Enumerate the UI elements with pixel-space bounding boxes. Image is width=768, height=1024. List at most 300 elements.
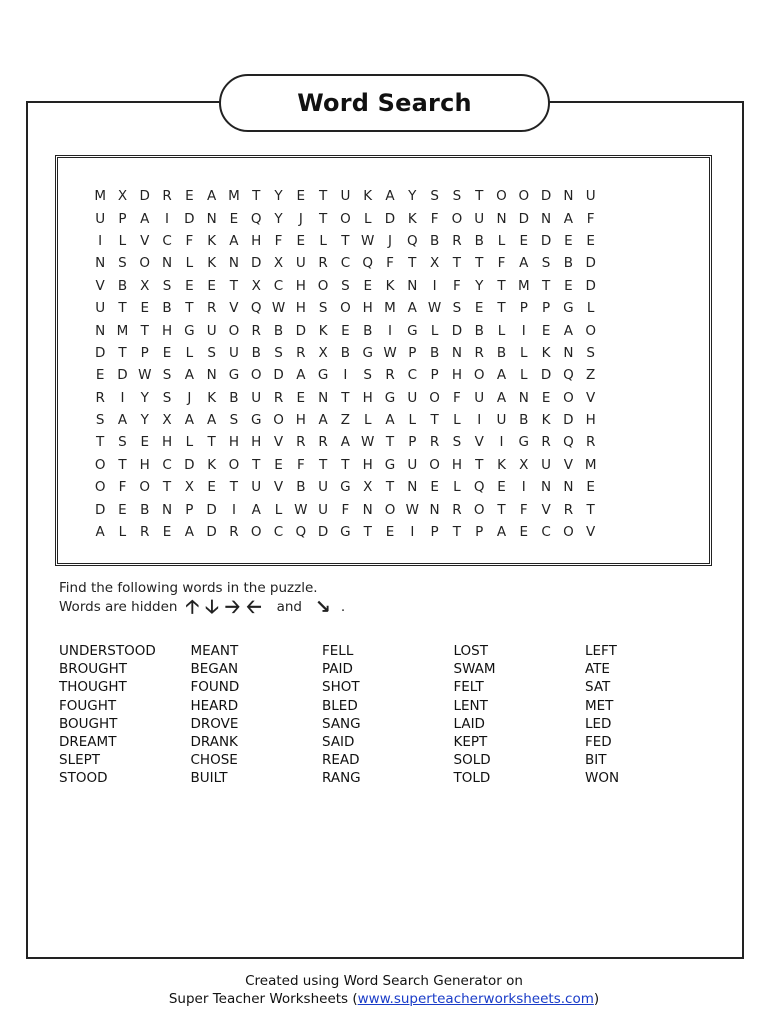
grid-letter: F <box>453 277 461 294</box>
grid-letter: T <box>207 434 216 451</box>
grid-letter: Y <box>140 389 149 406</box>
grid-letter: Z <box>340 412 351 429</box>
word-item: HEARD <box>190 697 239 714</box>
word-item: MET <box>585 697 614 714</box>
grid-letter: Y <box>475 277 484 294</box>
grid-letter: E <box>519 524 529 541</box>
grid-letter: T <box>229 277 239 294</box>
word-item: FOUGHT <box>59 697 117 714</box>
grid-letter: O <box>250 524 262 541</box>
arrow-up-icon: 🡡 <box>185 596 200 618</box>
grid-letter: D <box>94 501 106 518</box>
grid-letter: D <box>139 188 150 205</box>
grid-letter: T <box>452 255 462 272</box>
grid-letter: L <box>430 322 439 339</box>
grid-letter: E <box>140 434 149 451</box>
grid-letter: P <box>408 434 417 451</box>
grid-letter: C <box>162 456 172 473</box>
grid-letter: E <box>586 479 595 496</box>
instruction-hidden-label: Words are hidden <box>59 599 178 615</box>
grid-letter: U <box>95 210 106 227</box>
grid-letter: W <box>405 501 419 518</box>
grid-letter: T <box>497 277 506 294</box>
grid-letter: T <box>586 501 595 518</box>
grid-letter: E <box>207 479 216 496</box>
word-item: FED <box>585 733 612 750</box>
grid-letter: V <box>586 389 596 406</box>
and-label: and <box>276 599 302 615</box>
grid-letter: Q <box>362 255 374 272</box>
grid-letter: S <box>586 344 595 361</box>
grid-row <box>89 387 602 409</box>
grid-letter: S <box>452 188 462 205</box>
grid-letter: N <box>95 322 106 339</box>
grid-letter: R <box>452 232 462 249</box>
grid-letter: V <box>563 456 573 473</box>
grid-letter: E <box>229 210 239 227</box>
word-item: UNDERSTOOD <box>59 643 156 659</box>
grid-letter: T <box>341 456 350 473</box>
grid-letter: D <box>117 367 128 384</box>
grid-letter: E <box>296 232 306 249</box>
grid-letter: V <box>586 524 596 541</box>
grid-row <box>89 476 602 498</box>
grid-letter: T <box>96 434 105 451</box>
arrow-diagonal-down-right-icon: ↘ <box>315 596 331 618</box>
grid-letter: T <box>318 188 328 205</box>
grid-letter: O <box>473 501 485 518</box>
grid-letter: E <box>162 524 172 541</box>
word-item: STOOD <box>59 770 108 787</box>
grid-letter: G <box>384 389 396 406</box>
grid-row <box>89 230 602 252</box>
grid-letter: A <box>407 300 417 317</box>
grid-letter: B <box>229 389 239 406</box>
grid-letter: D <box>563 412 574 429</box>
grid-letter: T <box>497 300 506 317</box>
grid-letter: N <box>541 210 552 227</box>
grid-letter: T <box>118 456 127 473</box>
grid-letter: O <box>384 501 396 518</box>
grid-letter: A <box>251 501 261 518</box>
grid-letter: T <box>363 524 372 541</box>
grid-letter: H <box>251 232 262 249</box>
grid-letter: W <box>271 300 286 317</box>
grid-letter: G <box>384 456 396 473</box>
word-item: READ <box>322 752 360 769</box>
word-item: BUILT <box>190 770 228 787</box>
grid-row <box>89 342 602 364</box>
grid-letter: A <box>207 188 217 205</box>
grid-letter: T <box>118 344 127 361</box>
grid-letter: P <box>408 344 417 361</box>
footer-link[interactable]: www.superteacherworksheets.com <box>357 991 594 1007</box>
grid-letter: E <box>296 188 306 205</box>
word-item: BROUGHT <box>59 661 128 678</box>
grid-letter: Y <box>274 188 283 205</box>
grid-letter: P <box>430 367 439 384</box>
puzzle-box <box>55 155 712 566</box>
grid-letter: R <box>563 501 574 518</box>
grid-letter: E <box>118 501 127 518</box>
grid-letter: V <box>229 300 239 317</box>
grid-letter: E <box>497 479 506 496</box>
grid-letter: K <box>207 456 217 473</box>
grid-letter: X <box>273 255 284 272</box>
grid-letter: I <box>432 277 437 294</box>
grid-letter: N <box>318 389 329 406</box>
grid-letter: A <box>519 255 529 272</box>
word-item: SLEPT <box>59 752 101 769</box>
grid-letter: J <box>298 210 303 227</box>
grid-letter: T <box>229 479 239 496</box>
grid-letter: O <box>317 277 329 294</box>
grid-letter: K <box>541 412 551 429</box>
grid-letter: B <box>363 322 373 339</box>
arrow-down-icon: 🡣 <box>205 596 219 618</box>
instruction-line-2 <box>59 598 345 617</box>
grid-letter: B <box>519 412 529 429</box>
grid-letter: T <box>318 210 328 227</box>
grid-letter: I <box>388 322 392 339</box>
grid-letter: A <box>340 434 351 451</box>
grid-letter: A <box>496 524 507 541</box>
grid-letter: C <box>340 255 351 272</box>
word-column <box>322 642 454 788</box>
grid-letter: A <box>117 412 128 429</box>
grid-letter: G <box>518 434 530 451</box>
grid-letter: L <box>520 367 528 384</box>
grid-letter: K <box>363 188 373 205</box>
grid-letter: S <box>162 277 172 294</box>
grid-row <box>89 275 602 297</box>
grid-letter: F <box>341 501 350 518</box>
grid-letter: I <box>231 501 236 518</box>
grid-letter: U <box>585 188 596 205</box>
grid-letter: T <box>475 188 484 205</box>
grid-letter: O <box>473 367 485 384</box>
word-item: KEPT <box>453 733 488 750</box>
grid-letter: T <box>140 322 149 339</box>
grid-letter: S <box>229 412 239 429</box>
grid-letter: D <box>585 277 596 294</box>
page-title: Word Search <box>297 89 472 117</box>
grid-letter: H <box>451 367 462 384</box>
grid-letter: X <box>318 344 328 361</box>
grid-letter: N <box>161 255 173 272</box>
grid-letter: O <box>451 210 463 227</box>
grid-letter: F <box>497 255 506 272</box>
word-item: FELT <box>453 679 484 696</box>
grid-letter: E <box>162 344 172 361</box>
grid-letter: D <box>384 210 396 227</box>
grid-letter: W <box>294 501 308 518</box>
grid-letter: Q <box>250 210 262 227</box>
footer-prefix: Super Teacher Worksheets ( <box>168 991 358 1007</box>
grid-letter: Q <box>250 300 262 317</box>
grid-letter: O <box>94 479 106 496</box>
grid-letter: O <box>585 322 596 339</box>
word-item: ATE <box>585 661 610 678</box>
word-item: RANG <box>322 770 361 787</box>
word-item: PAID <box>322 661 353 678</box>
grid-letter: L <box>185 344 194 361</box>
grid-letter: O <box>250 367 262 384</box>
grid-letter: O <box>228 456 240 473</box>
grid-letter: P <box>475 524 484 541</box>
grid-letter: K <box>318 322 328 339</box>
word-item: BIT <box>585 752 607 769</box>
grid-letter: C <box>273 277 284 294</box>
grid-letter: A <box>563 322 573 339</box>
grid-letter: H <box>451 456 462 473</box>
grid-row <box>89 319 602 341</box>
grid-row <box>89 252 602 274</box>
grid-letter: H <box>251 434 262 451</box>
grid-letter: E <box>541 322 551 339</box>
period-label: . <box>340 599 346 615</box>
grid-letter: R <box>318 255 328 272</box>
grid-letter: B <box>496 344 507 361</box>
grid-letter: N <box>563 344 574 361</box>
grid-letter: P <box>118 210 127 227</box>
grid-letter: R <box>296 344 306 361</box>
grid-letter: B <box>296 479 306 496</box>
grid-letter: O <box>429 389 440 406</box>
grid-letter: A <box>318 412 328 429</box>
grid-letter: E <box>140 300 149 317</box>
grid-letter: T <box>252 188 261 205</box>
grid-letter: L <box>586 300 595 317</box>
grid-letter: O <box>496 188 507 205</box>
grid-letter: T <box>541 277 551 294</box>
grid-letter: X <box>251 277 261 294</box>
grid-letter: T <box>497 501 506 518</box>
grid-letter: T <box>118 300 127 317</box>
grid-letter: L <box>363 412 372 429</box>
grid-letter: N <box>451 344 462 361</box>
grid-letter: B <box>117 277 128 294</box>
grid-letter: M <box>384 300 396 317</box>
grid-letter: I <box>120 389 125 406</box>
grid-letter: L <box>497 232 506 249</box>
grid-letter: S <box>274 344 283 361</box>
grid-letter: Z <box>586 367 596 384</box>
grid-letter: U <box>95 300 106 317</box>
grid-letter: A <box>184 412 194 429</box>
grid-letter: P <box>430 524 439 541</box>
grid-letter: L <box>520 344 528 361</box>
grid-letter: I <box>165 210 170 227</box>
grid-letter: R <box>474 344 484 361</box>
grid-letter: H <box>228 434 239 451</box>
word-item: WON <box>585 770 620 787</box>
word-item: FELL <box>322 643 354 659</box>
grid-letter: N <box>407 479 418 496</box>
grid-letter: N <box>228 255 239 272</box>
grid-letter: S <box>162 367 172 384</box>
word-column <box>191 642 323 788</box>
word-item: SANG <box>322 715 361 732</box>
grid-letter: W <box>427 300 442 317</box>
grid-letter: T <box>185 300 194 317</box>
grid-letter: C <box>162 232 172 249</box>
word-item: LOST <box>453 643 488 659</box>
grid-letter: E <box>185 188 194 205</box>
grid-letter: I <box>521 479 526 496</box>
grid-letter: U <box>206 322 217 339</box>
grid-letter: T <box>475 456 484 473</box>
grid-letter: K <box>207 232 217 249</box>
grid-letter: N <box>362 501 373 518</box>
grid-letter: R <box>251 322 261 339</box>
grid-letter: U <box>318 479 329 496</box>
grid-letter: U <box>318 501 329 518</box>
grid-letter: N <box>541 479 552 496</box>
grid-letter: U <box>496 412 507 429</box>
grid-letter: N <box>161 501 173 518</box>
grid-letter: B <box>273 322 284 339</box>
grid-letter: V <box>541 501 551 518</box>
grid-letter: E <box>564 232 573 249</box>
title-banner <box>219 74 550 132</box>
grid-letter: X <box>429 255 440 272</box>
grid-letter: N <box>429 501 440 518</box>
grid-letter: R <box>541 434 551 451</box>
grid-letter: R <box>452 501 462 518</box>
grid-letter: B <box>340 344 351 361</box>
grid-letter: S <box>541 255 551 272</box>
grid-letter: K <box>541 344 551 361</box>
grid-letter: Q <box>563 367 574 384</box>
footer-line-2 <box>0 990 768 1008</box>
grid-letter: J <box>388 232 392 249</box>
word-item: BEGAN <box>190 661 239 678</box>
grid-letter: K <box>497 456 506 473</box>
grid-letter: X <box>117 188 128 205</box>
grid-letter: R <box>229 524 239 541</box>
grid-row <box>89 498 602 520</box>
grid-letter: X <box>140 277 150 294</box>
grid-letter: L <box>319 232 327 249</box>
grid-letter: L <box>453 479 461 496</box>
word-item: SOLD <box>453 752 491 769</box>
grid-letter: U <box>474 210 485 227</box>
grid-letter: C <box>407 367 418 384</box>
grid-letter: A <box>385 412 395 429</box>
grid-letter: R <box>140 524 150 541</box>
grid-letter: B <box>140 501 150 518</box>
grid-row <box>89 185 602 207</box>
grid-letter: A <box>496 389 507 406</box>
grid-letter: I <box>343 367 348 384</box>
grid-letter: U <box>251 389 262 406</box>
grid-row <box>89 454 602 476</box>
grid-letter: F <box>430 210 439 227</box>
grid-letter: P <box>542 300 551 317</box>
grid-letter: Y <box>140 412 149 429</box>
grid-letter: H <box>362 389 373 406</box>
grid-letter: T <box>475 255 484 272</box>
grid-letter: L <box>497 322 506 339</box>
grid-letter: K <box>207 389 217 406</box>
grid-letter: W <box>361 434 375 451</box>
grid-letter: Q <box>563 434 574 451</box>
arrow-left-icon: 🡠 <box>246 596 262 618</box>
grid-letter: O <box>429 456 440 473</box>
grid-letter: H <box>139 456 150 473</box>
letter-grid <box>89 185 602 543</box>
grid-letter: S <box>162 389 172 406</box>
grid-letter: L <box>274 501 283 518</box>
grid-letter: O <box>94 456 106 473</box>
grid-row <box>89 207 602 229</box>
grid-letter: L <box>453 412 461 429</box>
grid-letter: U <box>407 389 418 406</box>
grid-letter: C <box>541 524 551 541</box>
grid-letter: K <box>385 277 395 294</box>
grid-letter: O <box>139 255 151 272</box>
grid-letter: D <box>206 524 217 541</box>
grid-letter: R <box>385 367 395 384</box>
grid-letter: B <box>474 232 484 249</box>
grid-letter: A <box>140 210 150 227</box>
grid-letter: A <box>95 524 105 541</box>
grid-letter: D <box>540 367 552 384</box>
grid-letter: D <box>251 255 262 272</box>
grid-letter: J <box>187 389 192 406</box>
grid-letter: E <box>296 389 306 406</box>
grid-letter: E <box>341 322 350 339</box>
grid-letter: Y <box>408 188 417 205</box>
grid-letter: M <box>94 188 106 205</box>
grid-letter: E <box>519 232 529 249</box>
grid-letter: D <box>518 210 529 227</box>
grid-letter: N <box>563 188 574 205</box>
grid-letter: G <box>228 367 240 384</box>
grid-letter: N <box>206 367 217 384</box>
grid-letter: D <box>94 344 106 361</box>
grid-letter: R <box>585 434 596 451</box>
grid-letter: H <box>295 277 306 294</box>
grid-letter: T <box>341 232 350 249</box>
grid-letter: V <box>474 434 484 451</box>
word-item: FOUND <box>190 679 240 696</box>
grid-letter: T <box>252 456 261 473</box>
footer <box>0 972 768 1008</box>
grid-letter: Q <box>295 524 307 541</box>
grid-letter: Q <box>473 479 485 496</box>
grid-letter: D <box>206 501 217 518</box>
grid-letter: G <box>340 479 351 496</box>
grid-letter: A <box>229 232 239 249</box>
grid-letter: V <box>273 434 284 451</box>
grid-letter: V <box>273 479 284 496</box>
grid-letter: R <box>273 389 284 406</box>
grid-letter: I <box>410 524 415 541</box>
grid-letter: H <box>362 300 373 317</box>
grid-letter: S <box>341 277 350 294</box>
grid-letter: N <box>518 389 529 406</box>
grid-letter: O <box>518 188 530 205</box>
grid-letter: T <box>318 456 328 473</box>
grid-letter: G <box>317 367 329 384</box>
grid-letter: F <box>296 456 305 473</box>
grid-letter: A <box>207 412 217 429</box>
grid-letter: A <box>563 210 573 227</box>
grid-letter: F <box>274 232 283 249</box>
grid-letter: P <box>185 501 194 518</box>
